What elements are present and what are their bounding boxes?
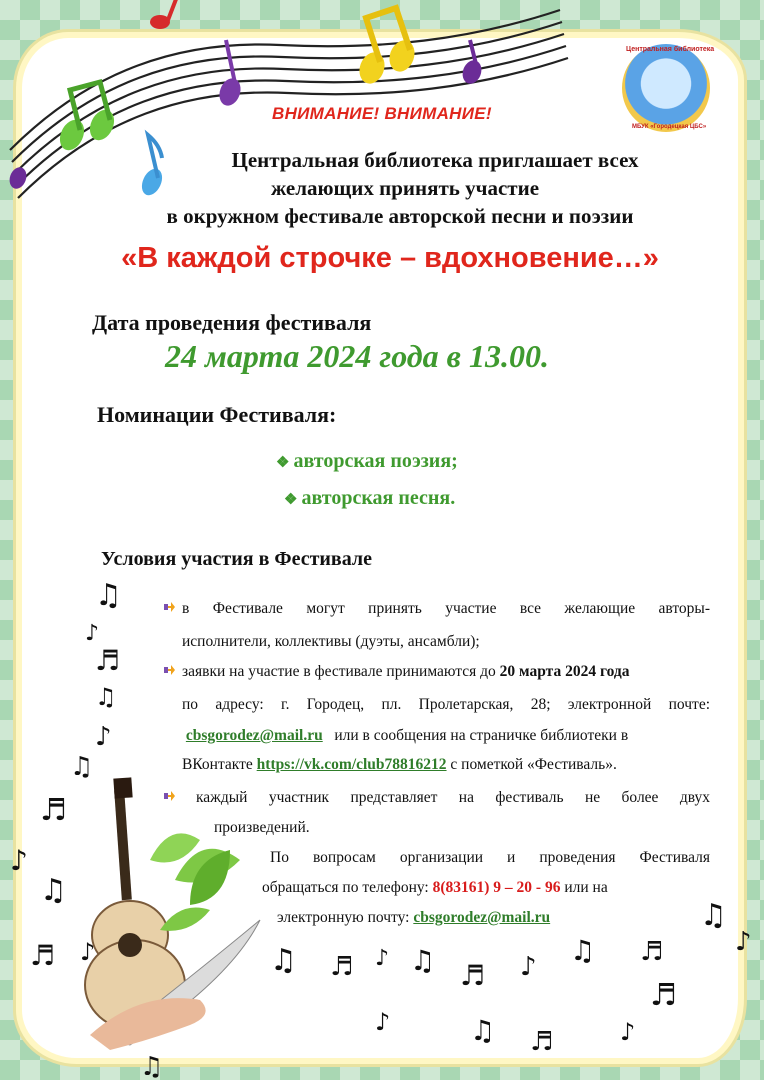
deadline-date: 20 марта 2024 года (499, 663, 630, 680)
svg-text:♫: ♫ (570, 934, 596, 967)
contact-line-1: По вопросам организации и проведения Фестиваля (270, 849, 710, 866)
svg-text:♪: ♪ (10, 844, 28, 877)
vk-link[interactable]: https://vk.com/club78816212 (256, 756, 447, 773)
svg-text:♫: ♫ (470, 1014, 496, 1047)
logo-bottom-text: МБУК «Городецкая ЦБС» (632, 124, 707, 130)
svg-text:♬: ♬ (640, 937, 664, 967)
logo-top-text: Центральная библиотека (626, 46, 715, 53)
svg-text:♪: ♪ (620, 1018, 636, 1046)
svg-text:♫: ♫ (70, 752, 94, 782)
diamond-bullet-icon: ❖ (276, 455, 290, 471)
contact-line-2: обращаться по телефону: 8(83161) 9 – 20 - 96 или на (262, 879, 608, 896)
condition-1-line-1: в Фестивале могут принять участие все желающие авторы- (182, 600, 710, 617)
date-value: 24 марта 2024 года в 13.00. (165, 338, 549, 374)
nominations-title: Номинации Фестиваля: (97, 402, 337, 427)
svg-text:♪: ♪ (735, 927, 752, 957)
svg-text:♪: ♪ (375, 1008, 391, 1036)
guitar-icon (85, 777, 185, 1030)
black-note-icon (7, 165, 30, 191)
nomination-item: ❖ авторская поэзия; (276, 450, 458, 472)
red-note-icon (150, 0, 178, 29)
email-link[interactable]: cbsgorodez@mail.ru (185, 727, 323, 744)
phone-number: 8(83161) 9 – 20 - 96 (432, 879, 561, 896)
condition-2-line-2: по адресу: г. Городец, пл. Пролетарская, 28; электронной почте: (182, 696, 710, 713)
contact-email-link[interactable]: cbsgorodez@mail.ru (413, 909, 551, 926)
svg-text:♬: ♬ (40, 793, 67, 828)
svg-text:♫: ♫ (700, 898, 727, 933)
svg-text:♬: ♬ (650, 978, 677, 1013)
svg-text:♪: ♪ (375, 946, 390, 971)
svg-text:♫: ♫ (410, 944, 436, 977)
intro-line-3: в окружном фестивале авторской песни и поэзии (166, 204, 634, 228)
svg-text:♬: ♬ (95, 644, 121, 677)
svg-text:♪: ♪ (95, 722, 112, 752)
svg-text:♬: ♬ (30, 939, 56, 972)
attention-heading: ВНИМАНИЕ! ВНИМАНИЕ! (272, 104, 492, 123)
condition-3-line-2: произведений. (214, 819, 310, 836)
conditions-title: Условия участия в Фестивале (101, 548, 372, 570)
condition-2-line-4: ВКонтакте https://vk.com/club78816212 с пометкой «Фестиваль». (182, 756, 617, 773)
svg-text:♪: ♪ (520, 952, 537, 982)
intro-text (80, 146, 720, 230)
arrow-bullet-icon (162, 663, 176, 677)
svg-text:♫: ♫ (140, 1052, 164, 1080)
date-label: Дата проведения фестиваля (92, 310, 372, 335)
condition-3-line-1: каждый участник представляет на фестиваль не более двух (196, 789, 710, 806)
svg-text:♪: ♪ (80, 938, 96, 966)
arrow-bullet-icon (162, 600, 176, 614)
intro-line-2: желающих принять участие (270, 176, 540, 200)
purple-note-icon (216, 40, 244, 109)
svg-text:♫: ♫ (95, 578, 122, 613)
svg-text:♫: ♫ (95, 683, 117, 711)
leaf-icon (150, 833, 240, 931)
condition-2-line-1: заявки на участие в фестивале принимаются до 20 марта 2024 года (182, 663, 630, 680)
condition-2-line-3: cbsgorodez@mail.ru или в сообщения на страничке библиотеки в (185, 727, 629, 744)
yellow-note-icon (355, 8, 418, 87)
svg-text:♬: ♬ (530, 1027, 554, 1057)
condition-1-line-2: исполнители, коллективы (дуэты, ансамбли); (182, 633, 480, 650)
svg-text:♬: ♬ (460, 959, 486, 992)
svg-text:♪: ♪ (85, 621, 100, 646)
library-logo (622, 44, 710, 132)
diamond-bullet-icon: ❖ (284, 492, 298, 508)
intro-line-1: Центральная библиотека приглашает всех (231, 148, 639, 172)
svg-text:♫: ♫ (40, 873, 67, 908)
contact-line-3: электронную почту: cbsgorodez@mail.ru (277, 909, 551, 926)
festival-title: «В каждой строчке – вдохновение…» (121, 242, 659, 274)
svg-text:♫: ♫ (270, 943, 297, 978)
nomination-item: ❖ авторская песня. (284, 487, 456, 509)
arrow-bullet-icon (162, 789, 176, 803)
svg-text:♬: ♬ (330, 952, 354, 982)
